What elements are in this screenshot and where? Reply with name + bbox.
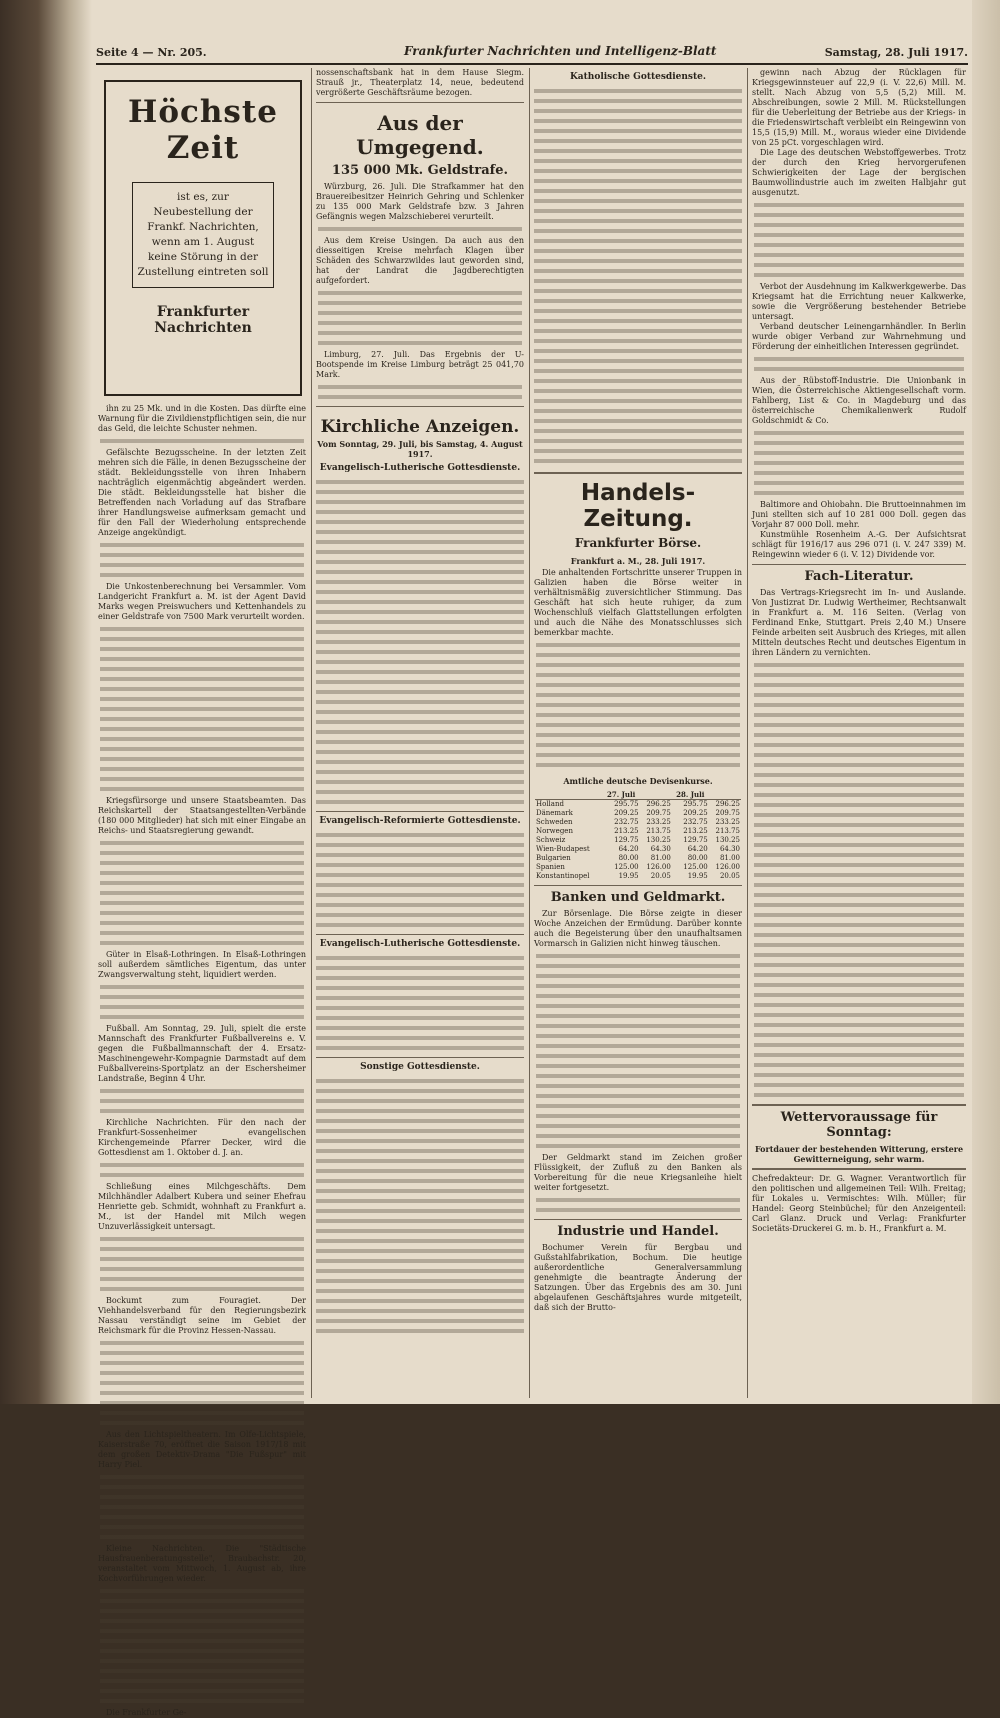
section-heading: Fach-Literatur. bbox=[804, 569, 914, 584]
service-listings bbox=[316, 953, 524, 1053]
text-lines bbox=[754, 200, 964, 280]
header-rule bbox=[96, 63, 968, 65]
rate-cell: 233.25 bbox=[715, 818, 740, 826]
article-headline: Frankfurter Börse. bbox=[574, 536, 702, 550]
article-paragraph: Verbot der Ausdehnung im Kalkwerkgewerbe. Das Kriegsamt hat die Errichtung neuer Kalkwerke, sowie die Vergrößerung bestehender Betriebe untersagt. bbox=[752, 282, 966, 321]
column-3 bbox=[532, 68, 744, 1398]
notice-brand: Frankfurter Nachrichten bbox=[154, 304, 252, 336]
section-rule bbox=[752, 1168, 966, 1170]
table-title: Amtliche deutsche Devisenkurse. bbox=[563, 776, 713, 786]
section-heading: Banken und Geldmarkt. bbox=[550, 890, 726, 905]
text-lines bbox=[318, 382, 522, 402]
rate-cell: 213.25 bbox=[683, 827, 708, 835]
article-paragraph: Bockumt zum Fouragiet. Der Viehhandelsverband für den Regierungsbezirk Nassau verständigt seine im Gebiet der Reichsmark für die Provinz Hessen-Nassau. bbox=[98, 1296, 306, 1335]
currency-cell: Schweden bbox=[536, 818, 573, 826]
text-lines bbox=[100, 624, 304, 794]
rate-cell: 80.00 bbox=[687, 854, 708, 862]
text-lines bbox=[536, 1195, 740, 1215]
column-divider bbox=[747, 68, 748, 1398]
listing-subheading: Evangelisch-Lutherische Gottesdienste. bbox=[319, 463, 521, 473]
text-lines bbox=[100, 838, 304, 948]
rate-cell: 209.75 bbox=[646, 809, 671, 817]
rate-cell: 129.75 bbox=[683, 836, 708, 844]
imprint: Chefredakteur: Dr. G. Wagner. Verantwortlich für den politischen und allgemeinen Teil: Wilh. Freitag; für Lokales u. Vermischtes: Wilh. Müller; für Handel: Georg Steinbüchel; für den Anzeigenteil: Carl Glanz. Druck und Verlag: Frankfurter Societäts-Druckerei G. m. b. H., Frankfurt a. M. bbox=[752, 1174, 966, 1233]
column-1 bbox=[96, 68, 308, 1717]
currency-cell: Konstantinopel bbox=[536, 872, 590, 880]
text-lines bbox=[100, 982, 304, 1022]
article-paragraph: Kriegsfürsorge und unsere Staatsbeamten. Das Reichskartell der Staatsangestellten-Verbände (180 000 Mitglieder) hat sich mit einer Eingabe an Reichs- und Staatsregierung gewandt. bbox=[98, 796, 306, 835]
rate-cell: 296.25 bbox=[715, 800, 740, 808]
page-edge bbox=[972, 0, 1000, 1404]
banking-report bbox=[534, 909, 742, 1215]
text-lines bbox=[536, 951, 740, 1151]
article-paragraph: Bochumer Verein für Bergbau und Gußstahlfabrikation, Bochum. Die heutige außerordentliche Generalversammlung genehmigte die beantragte Änderung der Satzungen. Über das Ergebnis des am 30. Juni abgelaufenen Geschäftsjahres wurde mitgeteilt, daß sich der Brutto- bbox=[534, 1243, 742, 1312]
rate-cell: 295.75 bbox=[614, 800, 639, 808]
rate-cell: 126.00 bbox=[715, 863, 740, 871]
business-news bbox=[752, 68, 966, 560]
article-paragraph: Das Vertrags-Kriegsrecht im In- und Auslande. Von Justizrat Dr. Ludwig Wertheimer, Rechtsanwalt in Frankfurt a. M. 116 Seiten. (Verlag von Ferdinand Enke, Stuttgart. Preis 2,40 M.) Unsere Feinde arbeiten seit Ausbruch des Krieges, mit allen Mitteln deutsches Recht und deutsches Eigentum in ihren Ländern zu vernichten. bbox=[752, 588, 966, 657]
rate-cell: 213.25 bbox=[614, 827, 639, 835]
article-paragraph: Aus dem Kreise Usingen. Da auch aus den diesseitigen Kreise mehrfach Klagen über Schäden des Schwarzwildes laut geworden sind, hat der Landrat die Jagdberechtigten aufgefordert. bbox=[316, 236, 524, 285]
dateline: Frankfurt a. M., 28. Juli 1917. bbox=[570, 556, 706, 566]
listing-subheading: Evangelisch-Reformierte Gottesdienste. bbox=[319, 816, 521, 826]
article-paragraph: Gefälschte Bezugsscheine. In der letzten Zeit mehren sich die Fälle, in denen Bezugsscheine der städt. Bekleidungsstelle von ihren Inhabern nachträglich eigenmächtig abgeändert werden. Die städt. Bekleidungsstelle hat bisher die Betreffenden nach Vorladung auf das Strafbare ihrer Handlungsweise aufmerksam gemacht und für den Fall der Wiederholung entsprechende Anzeige angekündigt. bbox=[98, 448, 306, 537]
currency-cell: Bulgarien bbox=[536, 854, 571, 862]
text-lines bbox=[100, 436, 304, 446]
rate-cell: 125.00 bbox=[683, 863, 708, 871]
article-paragraph: Fußball. Am Sonntag, 29. Juli, spielt die erste Mannschaft des Frankfurter Fußballvereins e. V. gegen die Fußballmannschaft der 4. Ersatz-Maschinengewehr-Kompagnie Darmstadt auf dem Fußballvereins-Sportplatz an der Eschersheimer Landstraße, Beginn 4 Uhr. bbox=[98, 1024, 306, 1083]
table-row bbox=[535, 809, 741, 818]
column-header bbox=[709, 790, 741, 800]
section-rule bbox=[316, 406, 524, 407]
section-rule bbox=[534, 885, 742, 886]
text-lines bbox=[100, 540, 304, 580]
service-listings bbox=[316, 477, 524, 807]
section-rule bbox=[316, 934, 524, 935]
notice-body: ist es, zur Neubestellung der Frankf. Nachrichten, wenn am 1. August keine Störung in der Zustellung eintreten soll bbox=[132, 182, 274, 288]
article-paragraph: Kirchliche Nachrichten. Für den nach der Frankfurt-Sossenheimer evangelischen Kirchengemeinde Pfarrer Decker, wird die Gottesdienst am 1. Oktober d. J. an. bbox=[98, 1118, 306, 1157]
table-row bbox=[535, 800, 741, 810]
section-rule bbox=[316, 811, 524, 812]
rate-cell: 232.75 bbox=[683, 818, 708, 826]
article-paragraph: Verband deutscher Leinengarnhändler. In Berlin wurde obiger Verband zur Wahrnehmung und Förderung der einheitlichen Interessen gegründet. bbox=[752, 322, 966, 351]
table-row bbox=[535, 827, 741, 836]
section-rule bbox=[316, 1057, 524, 1058]
rate-cell: 64.30 bbox=[719, 845, 740, 853]
article-paragraph: Die anhaltenden Fortschritte unserer Truppen in Galizien haben die Börse weiter in verhältnismäßig zuversichtlicher Stimmung. Das Geschäft hat sich heute ruhiger, da zum Wochenschluß vielfach Glattstellungen erfolgten und auch die Nähe des Monatsschlusses sich bemerkbar machte. bbox=[534, 568, 742, 637]
currency-cell: Spanien bbox=[536, 863, 565, 871]
rate-cell: 129.75 bbox=[614, 836, 639, 844]
currency-cell: Schweiz bbox=[536, 836, 566, 844]
section-rule bbox=[316, 102, 524, 103]
article-paragraph: Schließung eines Milchgeschäfts. Dem Milchhändler Adalbert Kubera und seiner Ehefrau Henriette geb. Schmidt, wohnhaft zu Frankfurt a. M., ist der Handel mit Milch wegen Unzuverlässigkeit untersagt. bbox=[98, 1182, 306, 1231]
article-paragraph: Der Geldmarkt stand im Zeichen großer Flüssigkeit, der Zufluß zu den Banken als Vorbereitung für die neue Kriegsanleihe hielt weiter fortgesetzt. bbox=[534, 1153, 742, 1192]
table-row bbox=[535, 818, 741, 827]
article-paragraph: Die Frankfurter Ge- bbox=[106, 1708, 187, 1717]
rate-cell: 20.05 bbox=[650, 872, 671, 880]
currency-cell: Dänemark bbox=[536, 809, 573, 817]
column-2 bbox=[314, 68, 526, 1398]
table-row bbox=[535, 836, 741, 845]
currency-cell: Wien-Budapest bbox=[536, 845, 590, 853]
rate-cell: 64.20 bbox=[618, 845, 639, 853]
text-lines bbox=[318, 224, 522, 234]
text-lines bbox=[100, 1472, 304, 1542]
rate-cell: 19.95 bbox=[618, 872, 639, 880]
column-header: 28. Juli bbox=[672, 790, 709, 800]
rate-cell: 209.75 bbox=[715, 809, 740, 817]
rate-cell: 64.20 bbox=[687, 845, 708, 853]
section-rule bbox=[534, 472, 742, 474]
article-paragraph: gewinn nach Abzug der Rücklagen für Kriegsgewinnsteuer auf 22,9 (i. V. 22,6) Mill. M. stellt. Nach Abzug von 5,5 (5,2) Mill. M. Abschreibungen, sowie 2 Mill. M. Rückstellungen für die Ueberleitung der Betriebe aus der Kriegs- in die Friedenswirtschaft verbleibt ein Reingewinn von 15,5 (15,9) Mill. M., woraus wieder eine Dividende von 25 pCt. vorgeschlagen wird. bbox=[752, 68, 966, 147]
currency-cell: Norwegen bbox=[536, 827, 573, 835]
table-row bbox=[535, 845, 741, 854]
rate-cell: 209.25 bbox=[683, 809, 708, 817]
rate-cell: 130.25 bbox=[715, 836, 740, 844]
column-header bbox=[640, 790, 672, 800]
text-lines bbox=[100, 1586, 304, 1706]
rate-cell: 209.25 bbox=[614, 809, 639, 817]
article-paragraph: ihn zu 25 Mk. und in die Kosten. Das dürfte eine Warnung für die Zivildienstpflichtigen sein, die nur das Geld, die leichte Schuster nehmen. bbox=[98, 404, 307, 433]
section-rule bbox=[534, 1219, 742, 1220]
column-4 bbox=[750, 68, 968, 1398]
table-row bbox=[535, 854, 741, 863]
currency-cell: Holland bbox=[536, 800, 564, 808]
table-header-row bbox=[535, 790, 741, 800]
article-paragraph: Kunstmühle Rosenheim A.-G. Der Aufsichtsrat schlägt für 1916/17 aus 296 071 (i. V. 247 339) M. Reingewinn wieder 6 (i. V. 12) Dividende vor. bbox=[752, 530, 966, 559]
rate-cell: 80.00 bbox=[618, 854, 639, 862]
text-lines bbox=[754, 660, 964, 1100]
column-header bbox=[535, 790, 603, 800]
issue-date: Samstag, 28. Juli 1917. bbox=[824, 46, 968, 59]
article-paragraph: Aus den Lichtspieltheatern. Im Olfe-Lichtspiele, Kaiserstraße 70, eröffnet die Saison 1917/18 mit dem großen Detektiv-Drama "Die Fußspur" mit Harry Piel. bbox=[98, 1430, 306, 1469]
section-heading: Handels-Zeitung. bbox=[580, 480, 696, 532]
rate-cell: 64.30 bbox=[650, 845, 671, 853]
article-paragraph: Würzburg, 26. Juli. Die Strafkammer hat den Brauereibesitzer Heinrich Gehring und Schlenker zu 135 000 Mark Geldstrafe bzw. 3 Jahren Gefängnis wegen Malzschieberei verurteilt. bbox=[316, 182, 524, 221]
section-heading: Industrie und Handel. bbox=[557, 1224, 719, 1239]
weather-heading: Wettervoraussage für Sonntag: bbox=[780, 1110, 938, 1140]
table-row bbox=[535, 872, 741, 881]
rate-cell: 81.00 bbox=[719, 854, 740, 862]
rate-cell: 233.25 bbox=[646, 818, 671, 826]
service-listings bbox=[316, 830, 524, 930]
rate-cell: 213.75 bbox=[715, 827, 740, 835]
table-row bbox=[535, 863, 741, 872]
article-paragraph: Kleine Nachrichten. Die "Städtische Hausfrauenberatungsstelle", Braubachstr. 20, veranstaltet vom Mittwoch, 1. August ab, ihre Kochvorführungen wieder. bbox=[98, 1544, 306, 1583]
exchange-rate-table bbox=[535, 790, 741, 881]
section-rule bbox=[752, 1104, 966, 1106]
article-headline: 135 000 Mk. Geldstrafe. bbox=[331, 163, 509, 178]
text-lines bbox=[100, 1338, 304, 1428]
regional-news bbox=[316, 182, 524, 402]
article-paragraph: Limburg, 27. Juli. Das Ergebnis der U-Bootspende im Kreise Limburg beträgt 25 041,70 Mark. bbox=[316, 350, 524, 379]
rate-cell: 19.95 bbox=[687, 872, 708, 880]
weather-forecast: Fortdauer der bestehenden Witterung, erstere Gewitterneigung, sehr warm. bbox=[754, 1144, 964, 1164]
text-lines bbox=[100, 1160, 304, 1180]
listing-subheading: Sonstige Gottesdienste. bbox=[360, 1062, 480, 1072]
text-lines bbox=[100, 1234, 304, 1294]
rate-cell: 20.05 bbox=[719, 872, 740, 880]
rate-cell: 295.75 bbox=[683, 800, 708, 808]
column-divider bbox=[311, 68, 312, 1398]
service-listings bbox=[316, 1076, 524, 1336]
rate-cell: 130.25 bbox=[646, 836, 671, 844]
section-heading: Kirchliche Anzeigen. bbox=[320, 417, 520, 437]
article-paragraph: Baltimore and Ohiobahn. Die Bruttoeinnahmen im Juni stellten sich auf 10 281 000 Doll. gegen das Vorjahr 87 000 Doll. mehr. bbox=[752, 500, 966, 529]
text-lines bbox=[100, 1086, 304, 1116]
rate-cell: 126.00 bbox=[646, 863, 671, 871]
rate-cell: 232.75 bbox=[614, 818, 639, 826]
article-paragraph: Güter in Elsaß-Lothringen. In Elsaß-Lothringen soll außerdem sämtliches Eigentum, das unter Zwangsverwaltung steht, liquidiert werden. bbox=[98, 950, 306, 979]
listing-period: Vom Sonntag, 29. Juli, bis Samstag, 4. August 1917. bbox=[317, 439, 523, 459]
service-listings bbox=[534, 86, 742, 468]
article-paragraph: Aus der Rübstoff-Industrie. Die Unionbank in Wien, die Österreichische Aktiengesellschaft vorm. Fahlberg, List & Co. in Magdeburg und das österreichische Chemikalienwerk Rudolf Goldschmidt & Co. bbox=[752, 376, 966, 425]
rate-cell: 213.75 bbox=[646, 827, 671, 835]
column-divider bbox=[529, 68, 530, 1398]
masthead: Frankfurter Nachrichten und Intelligenz-Blatt bbox=[404, 44, 717, 58]
column-header: 27. Juli bbox=[603, 790, 640, 800]
local-news bbox=[98, 404, 306, 1718]
text-lines bbox=[318, 288, 522, 348]
text-lines bbox=[536, 640, 740, 770]
article-paragraph: Die Unkostenberechnung bei Versammler. Vom Landgericht Frankfurt a. M. ist der Agent David Marks wegen Preiswuchers und Kettenhandels zu einer Geldstrafe von 7500 Mark verurteilt worden. bbox=[98, 582, 306, 621]
section-heading: Aus der Umgegend. bbox=[356, 111, 484, 159]
rate-cell: 81.00 bbox=[650, 854, 671, 862]
text-lines bbox=[754, 354, 964, 374]
article-continuation: nossenschaftsbank hat in dem Hause Siegm. Strauß jr., Theaterplatz 14, neue, bedeutend vergrößerte Geschäftsräume bezogen. bbox=[316, 68, 524, 97]
book-binding bbox=[0, 0, 92, 1404]
rate-cell: 296.25 bbox=[646, 800, 671, 808]
industry-report bbox=[534, 1243, 742, 1313]
rate-cell: 125.00 bbox=[614, 863, 639, 871]
article-paragraph: Die Lage des deutschen Webstoffgewerbes. Trotz der durch den Krieg hervorgerufenen Schwierigkeiten der Lage der bergischen Baumwollindustrie auch im zweiten Halbjahr gut ausgenutzt. bbox=[752, 148, 966, 197]
text-lines bbox=[754, 428, 964, 498]
listing-subheading: Katholische Gottesdienste. bbox=[569, 72, 706, 82]
market-report bbox=[534, 568, 742, 770]
subscription-notice bbox=[104, 80, 302, 396]
article-paragraph: Zur Börsenlage. Die Börse zeigte in dieser Woche Anzeichen der Ermüdung. Darüber konnte auch die Begeisterung über den unaufhaltsamen Vormarsch in Galizien nicht hinweg täuschen. bbox=[534, 909, 742, 948]
section-rule bbox=[752, 564, 966, 565]
listing-subheading: Evangelisch-Lutherische Gottesdienste. bbox=[319, 939, 521, 949]
page-number: Seite 4 — Nr. 205. bbox=[96, 46, 207, 59]
literature-review bbox=[752, 588, 966, 1100]
table-body bbox=[535, 800, 741, 882]
page-header bbox=[96, 44, 968, 64]
notice-title: Höchste Zeit bbox=[128, 94, 278, 166]
